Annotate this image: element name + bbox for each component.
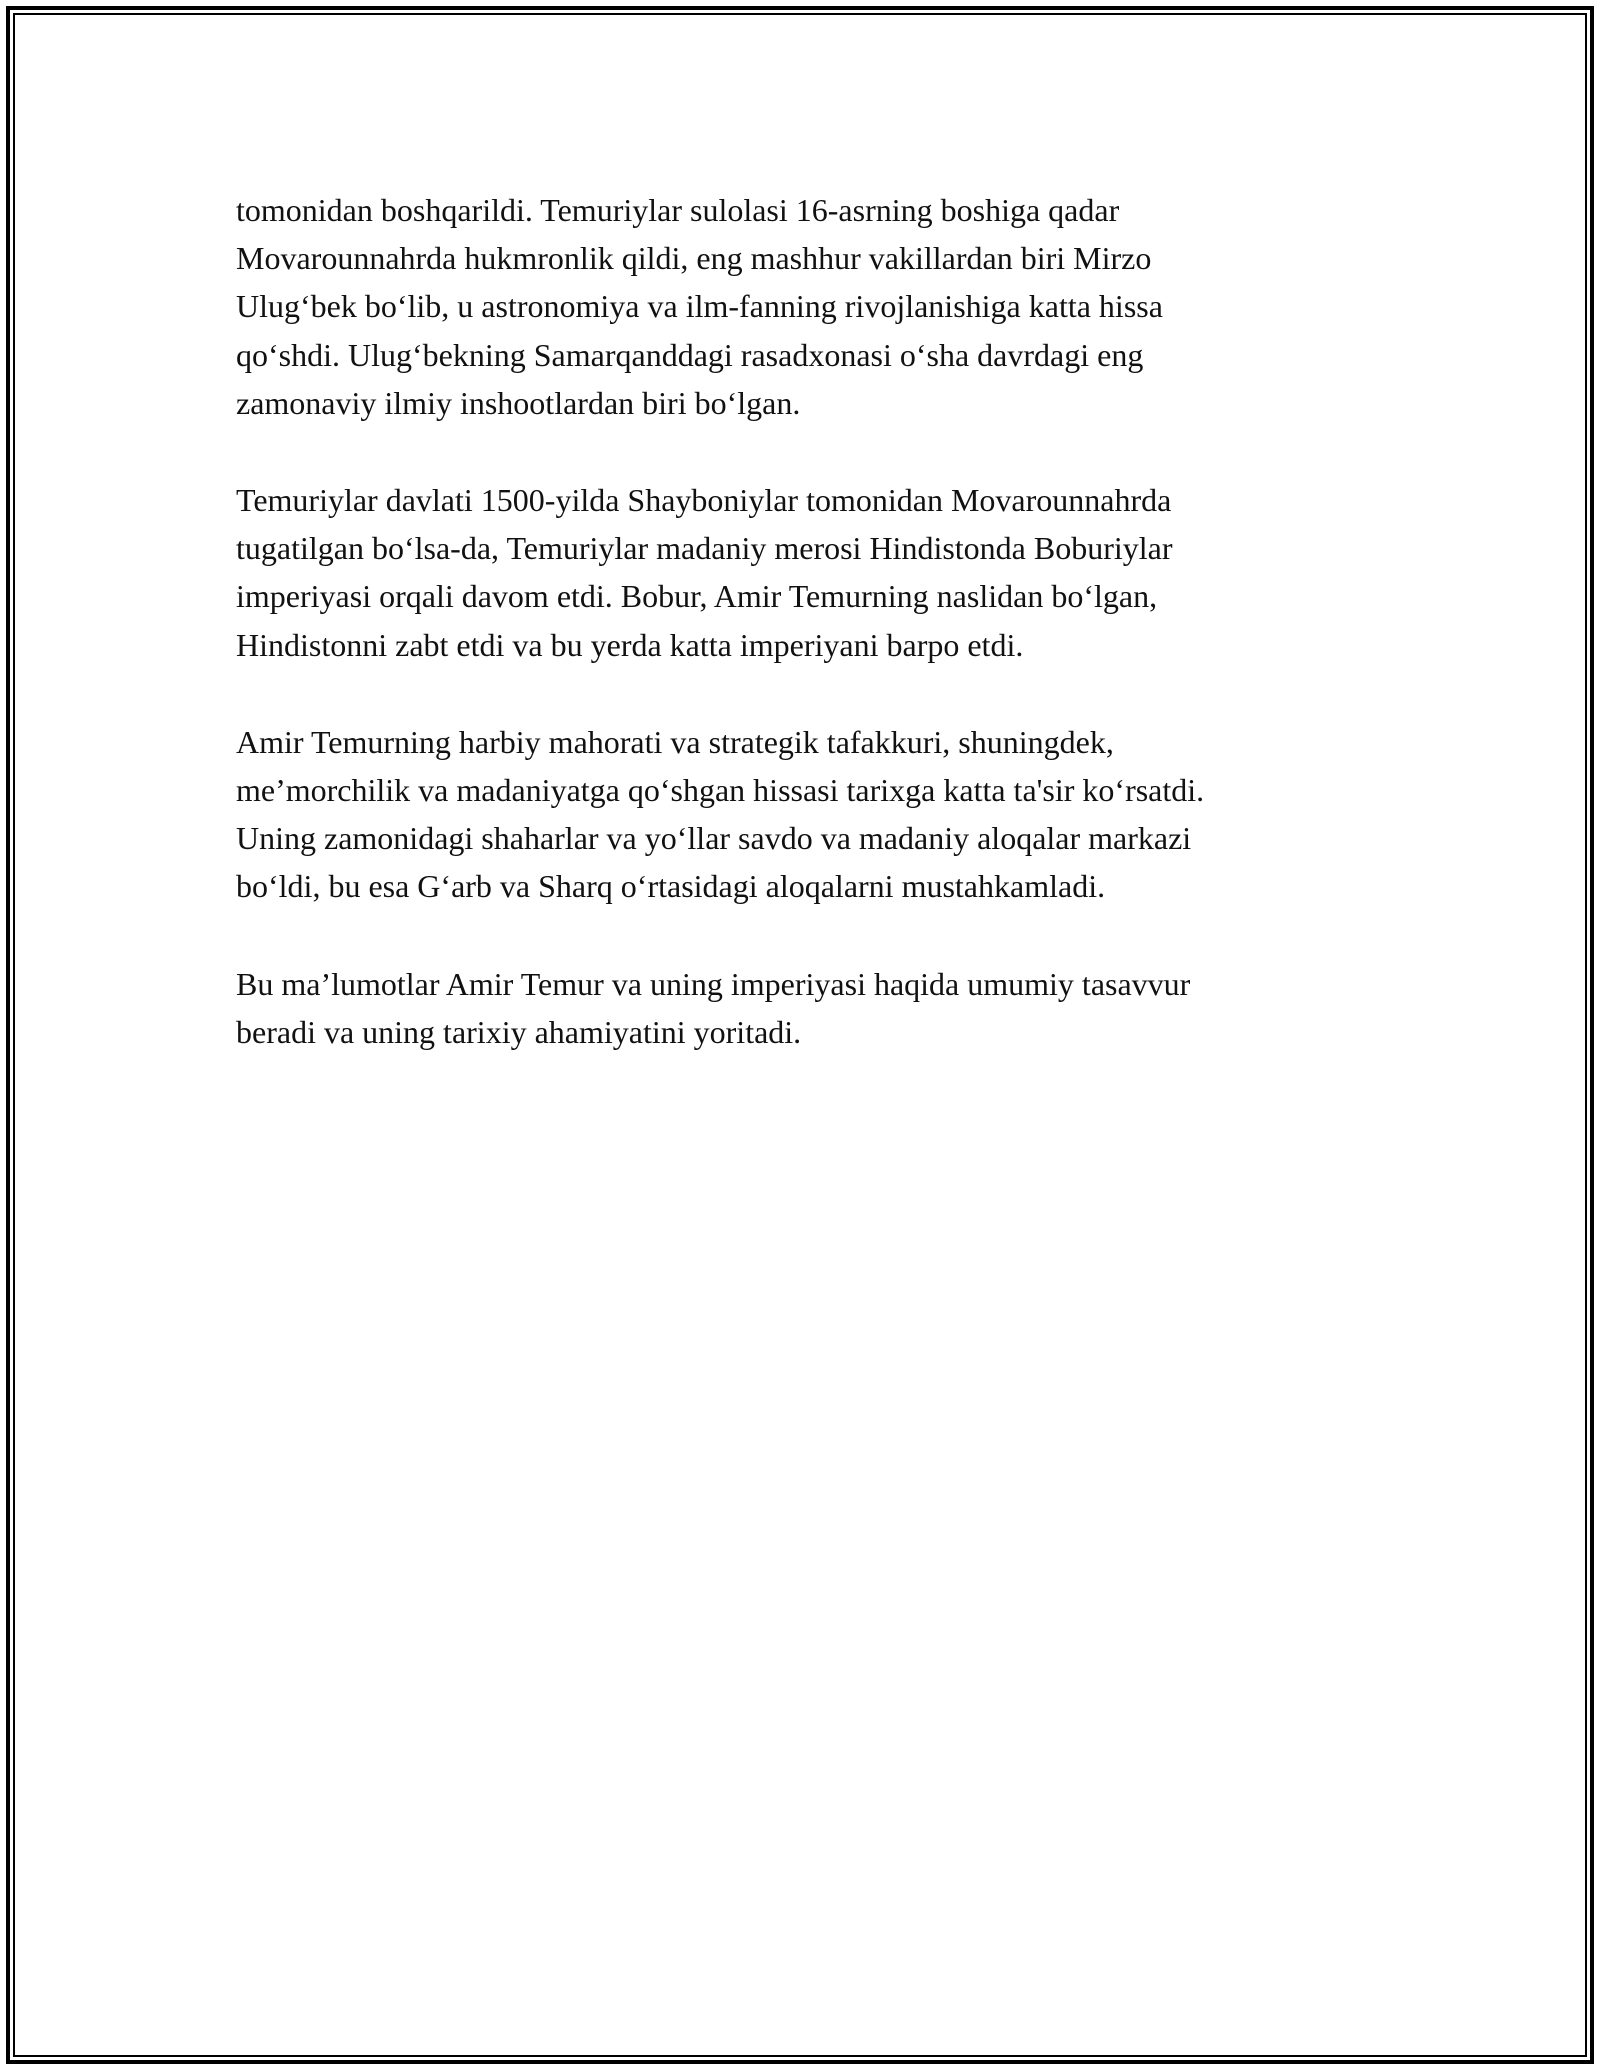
text-line: imperiyasi orqali davom etdi. Bobur, Amir Temurning naslidan bo‘lgan, (236, 578, 1158, 615)
text-line: me’morchilik va madaniyatga qo‘shgan hissasi tarixga katta ta'sir ko‘rsatdi. (236, 772, 1205, 809)
text-line: Movarounnahrda hukmronlik qildi, eng mashhur vakillardan biri Mirzo (236, 240, 1152, 277)
text-line: Temuriylar davlati 1500-yilda Shayboniylar tomonidan Movarounnahrda (236, 482, 1172, 519)
text-line: Amir Temurning harbiy mahorati va strategik tafakkuri, shuningdek, (236, 723, 1114, 760)
text-line: tomonidan boshqarildi. Temuriylar sulolasi 16-asrning boshiga qadar (236, 192, 1120, 228)
text-line: Hindistonni zabt etdi va bu yerda katta imperiyani barpo etdi. (236, 626, 1024, 663)
document-body (236, 186, 1376, 1105)
text-line: bo‘ldi, bu esa G‘arb va Sharq o‘rtasidagi aloqalarni mustahkamladi. (236, 868, 1106, 905)
text-line: tugatilgan bo‘lsa-da, Temuriylar madaniy merosi Hindistonda Boburiylar (236, 530, 1173, 567)
text-line: zamonaviy ilmiy inshootlardan biri bo‘lgan. (236, 384, 801, 421)
paragraph-2 (236, 476, 1376, 669)
text-line: qo‘shdi. Ulug‘bekning Samarqanddagi rasadxonasi o‘sha davrdagi eng (236, 336, 1144, 373)
text-line: beradi va uning tarixiy ahamiyatini yoritadi. (236, 1013, 802, 1050)
text-line: Ulug‘bek bo‘lib, u astronomiya va ilm-fanning rivojlanishiga katta hissa (236, 288, 1163, 325)
paragraph-4 (236, 960, 1376, 1056)
text-line: Bu ma’lumotlar Amir Temur va uning imperiyasi haqida umumiy tasavvur (236, 965, 1191, 1002)
paragraph-1 (236, 186, 1376, 427)
text-line: Uning zamonidagi shaharlar va yo‘llar savdo va madaniy aloqalar markazi (236, 820, 1192, 857)
paragraph-3 (236, 718, 1376, 911)
